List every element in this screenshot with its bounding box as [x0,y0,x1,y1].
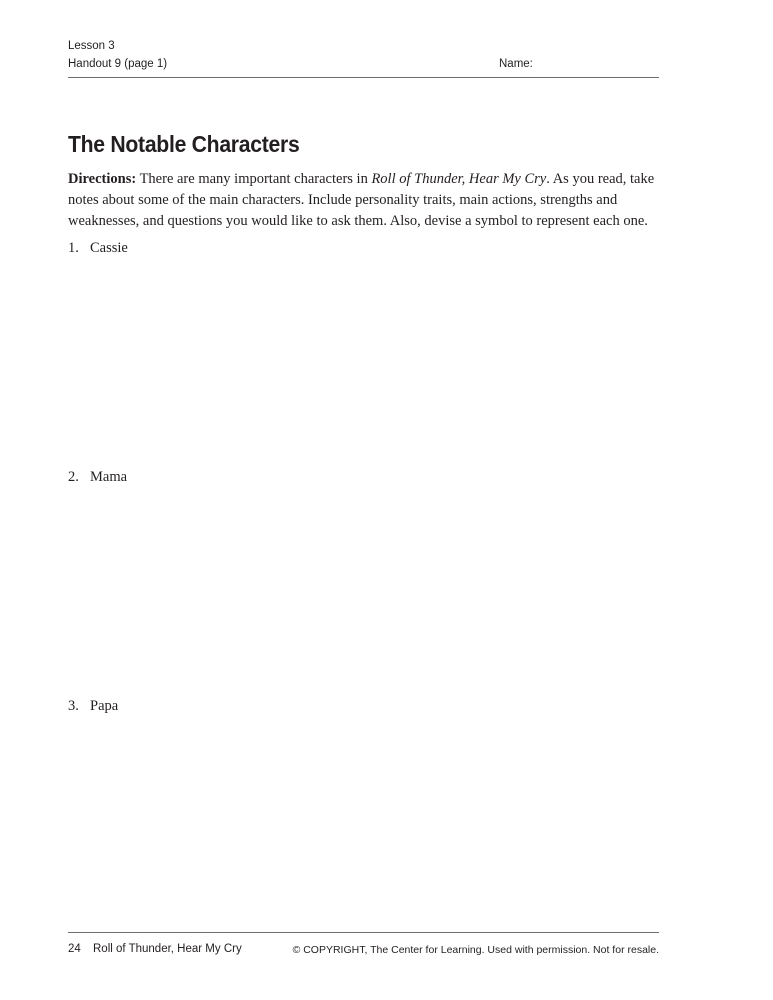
directions-text-rest: . As you read, take notes about some of the main characters. Include personality traits, main actions, strengths and weaknesses, and questions you would like to ask them. Also, devise a symbol to represent each one. [68,171,655,229]
directions-label: Directions: [68,171,137,187]
directions-paragraph [68,169,661,232]
character-item-papa [68,698,118,715]
name-label: Name: [499,58,533,70]
character-number: 3. [68,698,79,714]
footer-divider [68,932,659,933]
character-number: 1. [68,240,79,256]
character-number: 2. [68,469,79,485]
character-item-cassie [68,240,128,257]
lesson-label: Lesson 3 [68,40,115,52]
character-name: Papa [90,698,119,714]
character-item-mama [68,469,127,486]
footer-book-title: Roll of Thunder, Hear My Cry [93,943,242,955]
character-name: Mama [90,469,128,485]
header-divider [68,77,659,78]
character-name: Cassie [90,240,128,256]
page-number: 24 [68,943,81,955]
directions-book-title: Roll of Thunder, Hear My Cry [371,171,547,187]
page-title: The Notable Characters [68,131,300,157]
handout-label: Handout 9 (page 1) [68,58,168,70]
copyright-notice: © COPYRIGHT, The Center for Learning. Used with permission. Not for resale. [292,944,659,956]
directions-text-intro: There are many important characters in [136,171,372,187]
